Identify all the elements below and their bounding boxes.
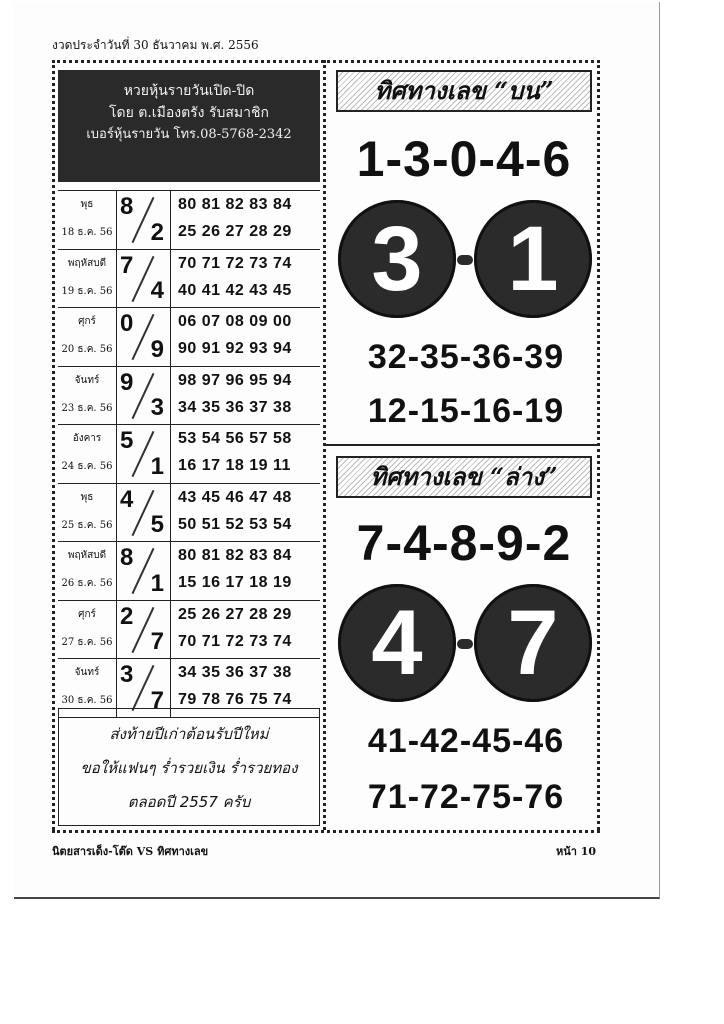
bottom-digit: 7: [150, 686, 164, 714]
lower-pairs-2: 71-72-75-76: [367, 778, 565, 816]
number-row-2: 40 41 42 43 45: [178, 281, 292, 299]
number-row-1: 43 45 46 47 48: [178, 488, 292, 506]
day-name: พฤหัสบดี: [67, 550, 107, 561]
day-name: ศุกร์: [78, 316, 96, 327]
upper-direction-title: ทิศทางเลข “บน”: [336, 70, 592, 112]
day-name: อังคาร: [72, 433, 102, 444]
number-row-1: 34 35 36 37 38: [178, 664, 292, 681]
number-row-2: 34 35 36 37 38: [178, 398, 292, 416]
result-digits: [116, 425, 171, 483]
table-row: [58, 190, 320, 250]
bottom-digit: 2: [150, 218, 164, 246]
day-date: 19 ธ.ค. 56: [61, 285, 113, 297]
stats-table: [58, 190, 320, 718]
day-name: พุธ: [80, 199, 94, 210]
table-row: [58, 601, 320, 660]
top-digit: 8: [120, 193, 134, 220]
table-row: [58, 250, 320, 309]
issue-date: งวดประจำวันที่ 30 ธันวาคม พ.ศ. 2556: [52, 38, 259, 52]
number-row-1: 98 97 96 95 94: [178, 371, 292, 389]
day-name: พฤหัสบดี: [67, 257, 107, 269]
day-date: 27 ธ.ค. 56: [61, 636, 113, 648]
lower-pairs-1: 41-42-45-46: [367, 722, 565, 760]
day-cell: [58, 250, 117, 308]
banner-phone: เบอร์หุ้นรายวัน โทร.08-5768-2342: [86, 127, 292, 142]
number-row-1: 80 81 82 83 84: [178, 196, 292, 213]
number-set: [174, 367, 320, 425]
day-cell: [58, 542, 117, 600]
bottom-digit: 1: [150, 452, 164, 480]
upper-pairs-1: 32-35-36-39: [367, 338, 565, 376]
number-set: [174, 250, 320, 308]
number-row-1: 80 81 82 83 84: [178, 547, 292, 564]
number-row-1: 70 71 72 73 74: [178, 254, 292, 272]
upper-sequence: 1-3-0-4-6: [356, 131, 572, 187]
greeting-line-2: ขอให้แฟนๆ ร่ำรวยเงิน ร่ำรวยทอง: [80, 759, 298, 777]
day-date: 18 ธ.ค. 56: [61, 227, 113, 238]
magazine-name: นิตยสารเด็ง-โต๊ด VS ทิศทางเลข: [52, 845, 209, 858]
top-digit: 8: [120, 544, 134, 571]
result-digits: [116, 250, 171, 308]
day-date: 20 ธ.ค. 56: [61, 344, 113, 355]
result-digits: [116, 601, 171, 659]
number-row-2: 25 26 27 28 29: [178, 223, 292, 240]
result-digits: [116, 308, 171, 366]
bottom-digit: 3: [150, 394, 164, 421]
top-digit: 9: [120, 368, 134, 396]
top-digit: 5: [120, 427, 134, 454]
day-cell: [58, 425, 117, 483]
banner-title: หวยหุ้นรายวันเปิด-ปิด: [123, 83, 255, 99]
dotted-border-left: [52, 60, 55, 830]
result-digits: [116, 484, 171, 542]
dotted-border-bottom: [52, 830, 600, 833]
day-date: 25 ธ.ค. 56: [61, 519, 113, 531]
greeting-line-3: ตลอดปี 2557 ครับ: [127, 793, 251, 811]
day-cell: [58, 601, 117, 659]
number-row-1: 53 54 56 57 58: [178, 430, 292, 447]
lower-direction-title: ทิศทางเลข “ล่าง”: [336, 456, 592, 498]
lower-sequence: 7-4-8-9-2: [356, 515, 572, 571]
new-year-greeting: [58, 708, 320, 826]
number-set: [174, 308, 320, 366]
result-digits: [116, 191, 171, 249]
top-digit: 7: [120, 251, 134, 279]
result-digits: [116, 367, 171, 425]
table-row: [58, 542, 320, 601]
number-set: [174, 191, 320, 249]
upper-ball-right: 1: [474, 200, 592, 318]
table-row: [58, 425, 320, 484]
day-name: จันทร์: [74, 667, 100, 678]
number-row-2: 15 16 17 18 19: [178, 574, 292, 591]
table-row: [58, 308, 320, 367]
day-date: 24 ธ.ค. 56: [61, 461, 113, 472]
page-number: หน้า 10: [556, 845, 597, 858]
greeting-line-1: ส่งท้ายปีเก่าต้อนรับปีใหม่: [109, 725, 269, 743]
day-date: 30 ธ.ค. 56: [61, 695, 113, 706]
bottom-digit: 1: [150, 569, 164, 597]
upper-ball-dash: [457, 255, 473, 265]
bottom-digit: 7: [150, 628, 164, 655]
day-name: พุธ: [80, 491, 94, 503]
number-row-2: 90 91 92 93 94: [178, 340, 292, 357]
bottom-digit: 4: [150, 277, 164, 304]
day-date: 26 ธ.ค. 56: [61, 578, 113, 589]
top-digit: 2: [120, 602, 134, 630]
upper-pairs-2: 12-15-16-19: [367, 392, 565, 430]
bottom-digit: 5: [150, 511, 164, 538]
number-row-2: 50 51 52 53 54: [178, 515, 292, 533]
subscription-banner: [58, 70, 320, 182]
dotted-border-top: [52, 60, 600, 63]
result-digits: [116, 542, 171, 600]
number-row-2: 16 17 18 19 11: [178, 457, 291, 474]
day-date: 23 ธ.ค. 56: [61, 402, 113, 414]
number-set: [174, 542, 320, 600]
number-row-1: 06 07 08 09 00: [178, 313, 292, 330]
dotted-border-right: [597, 60, 600, 830]
bottom-digit: 9: [150, 335, 164, 363]
day-cell: [58, 191, 117, 249]
day-cell: [58, 484, 117, 542]
top-digit: 3: [120, 661, 134, 688]
number-row-1: 25 26 27 28 29: [178, 605, 292, 623]
number-set: [174, 425, 320, 483]
number-set: [174, 484, 320, 542]
number-set: [174, 601, 320, 659]
banner-author: โดย ต.เมืองตรัง รับสมาชิก: [109, 105, 269, 121]
top-digit: 0: [120, 310, 134, 337]
number-row-2: 70 71 72 73 74: [178, 632, 292, 650]
lower-ball-left: 4: [338, 584, 456, 702]
table-row: [58, 484, 320, 543]
number-row-2: 79 78 76 75 74: [178, 691, 292, 708]
section-separator: [326, 444, 597, 446]
lower-ball-dash: [457, 639, 473, 649]
lower-ball-right: 7: [474, 584, 592, 702]
day-cell: [58, 308, 117, 366]
top-digit: 4: [120, 485, 134, 513]
day-name: ศุกร์: [78, 608, 96, 620]
upper-ball-left: 3: [338, 200, 456, 318]
day-cell: [58, 367, 117, 425]
day-name: จันทร์: [74, 374, 100, 386]
table-row: [58, 367, 320, 426]
